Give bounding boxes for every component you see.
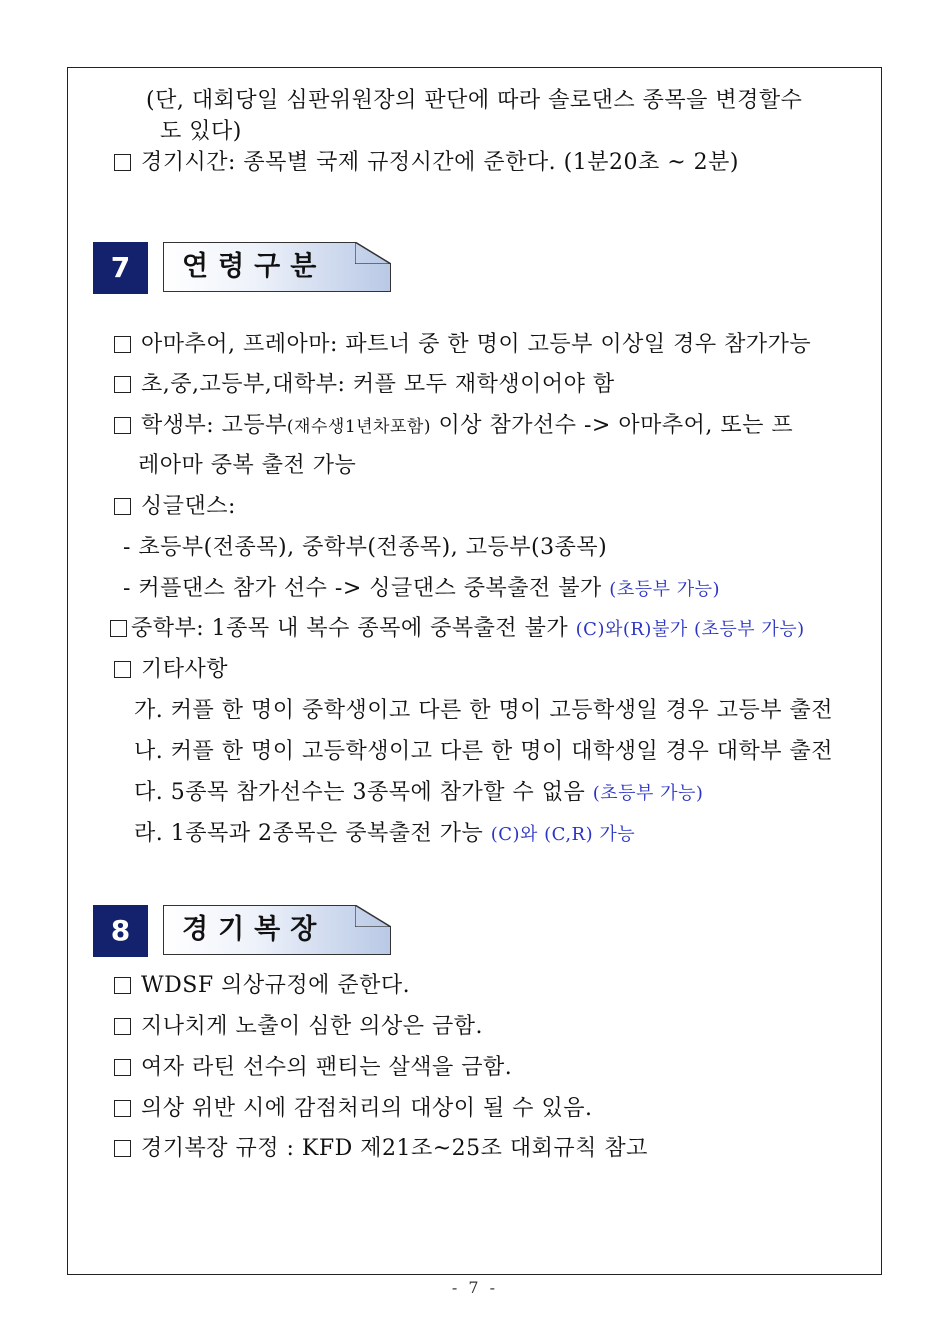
students-text: 초,중,고등부,대학부: 커플 모두 재학생이어야 함 bbox=[141, 372, 615, 397]
single-dance-sub2 bbox=[123, 574, 720, 605]
section-7-number: 7 bbox=[93, 242, 148, 294]
single-dance-text: 싱글댄스: bbox=[141, 494, 236, 519]
page-frame bbox=[67, 67, 882, 1275]
checkbox-icon bbox=[114, 977, 131, 994]
student-division-note: (재수생1년차포함) bbox=[286, 417, 431, 437]
checkbox-icon bbox=[114, 417, 131, 434]
student-division-text-b: 이상 참가선수 -> 아마추어, 또는 프 bbox=[430, 413, 794, 438]
costume-rule-text: 경기복장 규정 : KFD 제21조~25조 대회규칙 참고 bbox=[141, 1136, 648, 1161]
etc-item-a: 가. 커플 한 명이 중학생이고 다른 한 명이 고등학생일 경우 고등부 출전 bbox=[134, 698, 833, 723]
latin-item bbox=[114, 1053, 512, 1083]
single-dance-sub1: - 초등부(전종목), 중학부(전종목), 고등부(3종목) bbox=[123, 535, 608, 560]
checkbox-icon bbox=[110, 620, 127, 637]
single-dance-sub2-note: (초등부 가능) bbox=[609, 579, 721, 600]
middle-school-note: (C)와(R)불가 (초등부 가능) bbox=[575, 619, 805, 640]
exposure-item bbox=[114, 1012, 483, 1042]
wdsf-text: WDSF 의상규정에 준한다. bbox=[141, 973, 411, 998]
latin-text: 여자 라틴 선수의 팬티는 살색을 금함. bbox=[141, 1055, 513, 1080]
etc-item-c-note: (초등부 가능) bbox=[592, 783, 704, 804]
checkbox-icon bbox=[114, 1018, 131, 1035]
etc-text: 기타사항 bbox=[141, 657, 229, 682]
checkbox-icon bbox=[114, 1059, 131, 1076]
checkbox-icon bbox=[114, 376, 131, 393]
etc-item-d-note: (C)와 (C,R) 가능 bbox=[490, 824, 636, 845]
middle-school-item bbox=[110, 614, 805, 645]
section-7-title: 연령구분 bbox=[182, 251, 327, 282]
amateur-text: 아마추어, 프레아마: 파트너 중 한 명이 고등부 이상일 경우 참가가능 bbox=[141, 332, 812, 357]
etc-item-d-text: 라. 1종목과 2종목은 중복출전 가능 bbox=[134, 821, 491, 846]
intro-note-line2: 도 있다) bbox=[160, 119, 242, 144]
etc-item-d bbox=[134, 819, 635, 850]
checkbox-icon bbox=[114, 1100, 131, 1117]
etc-item-c-text: 다. 5종목 참가선수는 3종목에 참가할 수 없음 bbox=[134, 780, 593, 805]
checkbox-icon bbox=[114, 498, 131, 515]
penalty-item bbox=[114, 1094, 592, 1124]
single-dance-item bbox=[114, 492, 236, 522]
etc-item bbox=[114, 655, 228, 685]
folded-corner-icon bbox=[355, 905, 391, 927]
time-rule-text: 경기시간: 종목별 국제 규정시간에 준한다. (1분20초 ~ 2분) bbox=[141, 150, 739, 175]
checkbox-icon bbox=[114, 336, 131, 353]
section-8-title: 경기복장 bbox=[182, 914, 327, 945]
student-division-item bbox=[114, 411, 793, 442]
student-division-text-a: 학생부: 고등부 bbox=[141, 413, 287, 438]
folded-corner-icon bbox=[355, 242, 391, 264]
page-number: - 7 - bbox=[451, 1278, 499, 1297]
students-item bbox=[114, 370, 615, 400]
checkbox-icon bbox=[114, 154, 131, 171]
etc-item-b: 나. 커플 한 명이 고등학생이고 다른 한 명이 대학생일 경우 대학부 출전 bbox=[134, 739, 833, 764]
student-division-continued: 레아마 중복 출전 가능 bbox=[138, 453, 357, 478]
etc-item-c bbox=[134, 778, 703, 809]
time-rule-item bbox=[114, 148, 739, 178]
exposure-text: 지나치게 노출이 심한 의상은 금함. bbox=[141, 1014, 483, 1039]
checkbox-icon bbox=[114, 1140, 131, 1157]
middle-school-text: 중학부: 1종목 내 복수 종목에 중복출전 불가 bbox=[131, 616, 576, 641]
amateur-item bbox=[114, 330, 811, 360]
section-8-number: 8 bbox=[93, 905, 148, 957]
section-8-tab bbox=[163, 905, 391, 955]
intro-note-line1: (단, 대회당일 심판위원장의 판단에 따라 솔로댄스 종목을 변경할수 bbox=[146, 88, 803, 113]
costume-rule-item bbox=[114, 1134, 648, 1164]
checkbox-icon bbox=[114, 661, 131, 678]
wdsf-item bbox=[114, 971, 410, 1001]
penalty-text: 의상 위반 시에 감점처리의 대상이 될 수 있음. bbox=[141, 1096, 593, 1121]
single-dance-sub2-text: - 커플댄스 참가 선수 -> 싱글댄스 중복출전 불가 bbox=[123, 576, 610, 601]
section-7-tab bbox=[163, 242, 391, 292]
